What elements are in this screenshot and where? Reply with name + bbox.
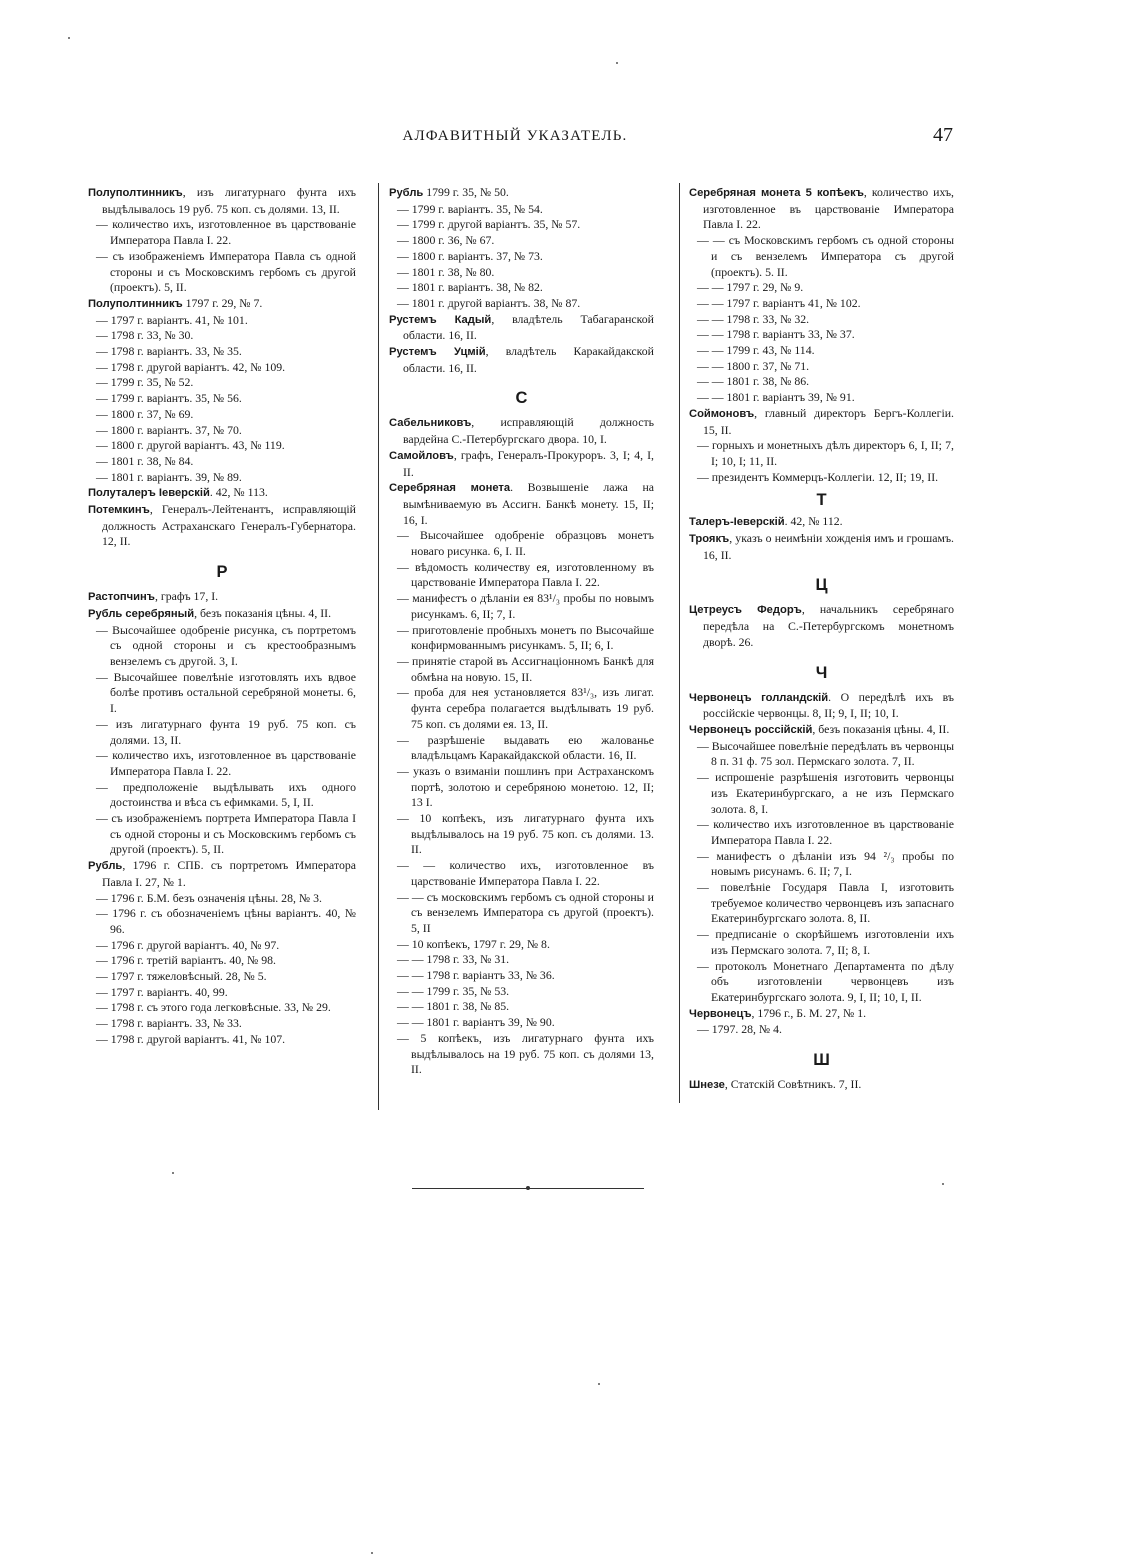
entry-text: — — 1797 г. 29, № 9. bbox=[697, 280, 804, 295]
entry-text: — 1801 г. 38, № 80. bbox=[397, 264, 495, 279]
index-subentry bbox=[389, 265, 654, 281]
index-subentry bbox=[88, 1016, 356, 1032]
entry-text: — Высочайшее повелѣніе изготовлять ихъ вдвое болѣе противъ остальной серебряной монеты. 6, I. bbox=[96, 669, 356, 716]
page-number: 47 bbox=[933, 124, 953, 146]
column-divider bbox=[378, 183, 379, 1110]
index-subentry bbox=[88, 313, 356, 329]
entry-text: . Возвышеніе лажа на вымѣниваемую въ Ассигн. Банкѣ монету. 15, II; 16, I. bbox=[403, 480, 654, 527]
entry-text: , 1796 г., Б. М. 27, № 1. bbox=[751, 1005, 867, 1020]
entry-text: 1799 г. 35, № 50. bbox=[423, 185, 509, 199]
entry-text: — количество ихъ изготовленное въ царствованіе Императора Павла I. 22. bbox=[697, 817, 954, 847]
entry-text: — 10 копѣекъ, 1797 г. 29, № 8. bbox=[397, 936, 550, 951]
index-subentry bbox=[88, 1032, 356, 1048]
entry-text: , Генералъ-Лейтенантъ, исправляющій должность Астраханскаго Генералъ-Губернатора. 12, II. bbox=[102, 502, 356, 549]
index-entry bbox=[88, 296, 356, 313]
entry-heading: Потемкинъ bbox=[88, 504, 150, 517]
index-subentry bbox=[689, 817, 954, 848]
entry-text: , исправляющій должность вардейна С.-Петербургскаго двора. 10, I. bbox=[403, 415, 654, 447]
entry-heading: Червонецъ россійскій bbox=[689, 723, 813, 736]
index-entry bbox=[689, 1077, 954, 1094]
entry-text: — 1798 г. варіантъ. 33, № 33. bbox=[96, 1016, 242, 1031]
entry-text: — горныхъ и монетныхъ дѣлъ директоръ 6, I, II; 7, I; 10, I; 11, II. bbox=[697, 438, 954, 468]
index-subentry bbox=[389, 968, 654, 984]
entry-heading: Шнезе bbox=[689, 1079, 725, 1092]
index-subentry bbox=[689, 438, 954, 469]
index-entry bbox=[389, 448, 654, 480]
index-entry bbox=[88, 858, 356, 890]
index-column-1 bbox=[88, 185, 356, 1048]
index-subentry bbox=[88, 953, 356, 969]
index-subentry bbox=[689, 343, 954, 359]
index-subentry bbox=[88, 969, 356, 985]
paper-speck bbox=[371, 1552, 373, 1554]
entry-text: — количество ихъ, изготовленное въ царствованіе Императора Павла I. 22. bbox=[96, 217, 356, 248]
index-subentry bbox=[88, 623, 356, 670]
index-subentry bbox=[88, 438, 356, 454]
index-entry bbox=[88, 589, 356, 606]
index-subentry bbox=[88, 780, 356, 811]
index-entry bbox=[689, 514, 954, 531]
index-subentry bbox=[389, 1031, 654, 1078]
entry-text: — 1800 г. другой варіантъ. 43, № 119. bbox=[96, 438, 285, 453]
index-subentry bbox=[88, 717, 356, 748]
index-subentry bbox=[689, 880, 954, 927]
paper-speck bbox=[172, 1172, 174, 1174]
index-subentry bbox=[689, 849, 954, 880]
entry-text: — 1796 г. третій варіантъ. 40, № 98. bbox=[96, 953, 276, 968]
index-subentry bbox=[88, 407, 356, 423]
entry-text: , Статскій Совѣтникъ. 7, II. bbox=[724, 1077, 862, 1092]
entry-text: — 1801 г. 38, № 84. bbox=[96, 453, 194, 468]
entry-text: — 1797 г. варіантъ. 41, № 101. bbox=[96, 312, 248, 327]
entry-text: , владѣтель Каракайдакской области. 16, II. bbox=[403, 344, 654, 375]
entry-text: — испрошеніе разрѣшенія изготовить червонцы изъ Екатеринбургскаго, а не изъ Пермскаго золота. 8, I. bbox=[697, 770, 954, 816]
index-entry bbox=[389, 344, 654, 376]
index-entry bbox=[389, 185, 654, 202]
entry-text: — 1799 г. другой варіантъ. 35, № 57. bbox=[397, 217, 581, 232]
entry-text: — 1799 г. варіантъ. 35, № 54. bbox=[397, 201, 543, 216]
index-subentry bbox=[389, 296, 654, 312]
index-subentry bbox=[88, 375, 356, 391]
entry-heading: Соймоновъ bbox=[689, 407, 755, 420]
entry-text: , графъ 17, I. bbox=[154, 589, 219, 604]
entry-heading: Рустемъ Уцмій bbox=[389, 346, 486, 359]
index-subentry bbox=[689, 1022, 954, 1038]
index-subentry bbox=[389, 591, 654, 622]
index-subentry bbox=[389, 999, 654, 1015]
entry-text: , графъ, Генералъ-Прокуроръ. 3, I; 4, I, II. bbox=[403, 447, 654, 479]
entry-heading: Талеръ-Іеверскій bbox=[689, 516, 785, 529]
index-subentry bbox=[88, 249, 356, 296]
entry-heading: Полуталеръ Іеверскій bbox=[88, 487, 210, 500]
index-subentry bbox=[88, 891, 356, 907]
entry-text: — изъ лигатурнаго фунта 19 руб. 75 коп. съ долями. 13, II. bbox=[96, 716, 356, 747]
entry-text: — — 1799 г. 43, № 114. bbox=[697, 343, 815, 358]
index-subentry bbox=[389, 858, 654, 889]
entry-text: — 1796 г. Б.М. безъ означенія цѣны. 28, № 3. bbox=[96, 890, 322, 905]
index-entry bbox=[689, 531, 954, 563]
index-subentry bbox=[689, 233, 954, 280]
index-subentry bbox=[389, 654, 654, 685]
section-letter-s: С bbox=[515, 389, 528, 408]
index-subentry bbox=[689, 390, 954, 406]
section-letter-ch: Ч bbox=[815, 663, 828, 682]
index-subentry bbox=[389, 280, 654, 296]
index-subentry bbox=[389, 952, 654, 968]
index-column-3 bbox=[689, 185, 954, 1094]
index-subentry bbox=[689, 327, 954, 343]
index-subentry bbox=[389, 560, 654, 591]
index-subentry bbox=[689, 770, 954, 817]
index-subentry bbox=[389, 733, 654, 764]
entry-text: — 1800 г. 37, № 69. bbox=[96, 406, 194, 421]
entry-heading: Рубль bbox=[88, 860, 123, 873]
index-subentry bbox=[88, 454, 356, 470]
entry-heading: Полуполтинникъ bbox=[88, 187, 183, 199]
entry-text: — 1796 г. другой варіантъ. 40, № 97. bbox=[96, 937, 280, 952]
entry-text: — — съ московскимъ гербомъ съ одной стороны и съ вензелемъ Императора съ другой (проектъ). 5, II bbox=[397, 889, 654, 935]
index-entry bbox=[88, 485, 356, 502]
entry-text: — 1801 г. варіантъ. 39, № 89. bbox=[96, 469, 242, 484]
index-entry bbox=[88, 502, 356, 550]
index-entry bbox=[689, 406, 954, 438]
entry-text: — 1800 г. варіантъ. 37, № 73. bbox=[397, 248, 543, 263]
entry-text: — — 1801 г. 38, № 85. bbox=[397, 999, 510, 1014]
entry-text: — указъ о взиманіи пошлинъ при Астраханскомъ портѣ, золотою и серебряною монетою. 12, II; 13 I. bbox=[397, 763, 654, 810]
entry-text: — — 1798 г. варіантъ 33, № 37. bbox=[697, 327, 855, 342]
index-subentry bbox=[88, 470, 356, 486]
entry-text: — съ изображеніемъ портрета Императора Павла I съ одной стороны и съ Московскимъ гербомъ съ другой (проектъ). 5, II. bbox=[96, 811, 356, 857]
entry-text: , безъ показанія цѣны. 4, II. bbox=[194, 605, 332, 620]
index-column-2 bbox=[389, 185, 654, 1078]
index-subentry bbox=[88, 423, 356, 439]
index-subentry bbox=[88, 1000, 356, 1016]
entry-heading: Рубль bbox=[389, 187, 424, 199]
section-letter-ts: Ц bbox=[815, 576, 828, 595]
entry-text: — манифестъ о дѣланіи ея 83¹/₃ пробы по новымъ рисункамъ. 6, II; 7, I. bbox=[397, 591, 654, 621]
entry-text: — предположеніе выдѣлывать ихъ одного достоинства и вѣса съ ефимками. 5, I, II. bbox=[96, 779, 356, 810]
entry-text: — 1799 г. варіантъ. 35, № 56. bbox=[96, 391, 242, 406]
entry-heading: Троякъ bbox=[689, 533, 730, 546]
entry-text: — предписаніе о скорѣйшемъ изготовленіи ихъ изъ Пермскаго золота. 7, II; 8, I. bbox=[697, 927, 954, 957]
index-subentry bbox=[389, 937, 654, 953]
entry-heading: Полуполтинникъ bbox=[88, 297, 183, 310]
entry-heading: Серебряная монета bbox=[389, 482, 511, 495]
index-subentry bbox=[689, 296, 954, 312]
index-subentry bbox=[88, 360, 356, 376]
entry-text: — — количество ихъ, изготовленное въ царствованіе Императора Павла I. 22. bbox=[397, 858, 654, 888]
entry-text: , изъ лигатурнаго фунта ихъ выдѣлывалось 19 руб. 75 коп. съ долями. 13, II. bbox=[102, 185, 356, 216]
paper-speck bbox=[68, 37, 70, 39]
entry-text: — Высочайшее одобреніе рисунка, съ портретомъ съ одной стороны и съ крестообразнымъ вензелемъ съ другой. 3, I. bbox=[96, 622, 356, 668]
entry-text: — протоколъ Монетнаго Департамента по дѣлу объ изготовленіи червонцевъ изъ Екатеринбургскаго золота. 9, I, II; 10, I, II. bbox=[697, 958, 954, 1004]
index-subentry bbox=[88, 938, 356, 954]
index-subentry bbox=[389, 1015, 654, 1031]
entry-text: — проба для нея установляется 83¹/₃, изъ лигат. фунта серебра полагается выдѣлывать 19 руб. 75 коп. съ долями ея. 13, II. bbox=[397, 685, 654, 731]
entry-text: — — 1798 г. 33, № 31. bbox=[397, 952, 510, 967]
section-letter-t: Т bbox=[816, 491, 827, 510]
entry-text: , указъ о неимѣніи хожденія имъ и грошамъ. 16, II. bbox=[703, 531, 954, 562]
entry-text: — — 1798 г. варіантъ 33, № 36. bbox=[397, 968, 555, 983]
entry-text: — Высочайшее повелѣніе передѣлать въ червонцы 8 п. 31 ф. 75 зол. Пермскаго золота. 7, II. bbox=[697, 738, 954, 769]
index-subentry bbox=[88, 811, 356, 858]
index-subentry bbox=[689, 739, 954, 770]
entry-text: — — 1797 г. варіантъ 41, № 102. bbox=[697, 295, 861, 310]
entry-text: , 1796 г. СПБ. съ портретомъ Императора Павла I. 27, № 1. bbox=[102, 858, 356, 889]
entry-text: , начальникъ серебрянаго передѣла на С.-Петербургскомъ монетномъ дворѣ. 26. bbox=[703, 602, 955, 649]
page-title: АЛФАВИТНЫЙ УКАЗАТЕЛЬ. bbox=[402, 128, 628, 144]
index-subentry bbox=[689, 280, 954, 296]
entry-text: — 10 копѣекъ, изъ лигатурнаго фунта ихъ выдѣлывалось на 19 руб. 75 коп. съ долями. 13. II. bbox=[397, 811, 654, 857]
entry-text: — — 1798 г. 33, № 32. bbox=[697, 311, 810, 326]
index-subentry bbox=[88, 748, 356, 779]
entry-text: — 1798 г. другой варіантъ. 42, № 109. bbox=[96, 359, 286, 374]
entry-text: — количество ихъ, изготовленное въ царствованіе Императора Павла I. 22. bbox=[96, 748, 356, 778]
entry-text: , безъ показанія цѣны. 4, II. bbox=[812, 721, 950, 736]
index-entry bbox=[389, 480, 654, 528]
index-subentry bbox=[88, 328, 356, 344]
index-subentry bbox=[88, 391, 356, 407]
index-entry bbox=[389, 415, 654, 447]
entry-text: — съ изображеніемъ Императора Павла съ одной стороны и съ Московскимъ гербомъ съ другой (проектъ). 5, II. bbox=[96, 248, 356, 295]
index-subentry bbox=[88, 985, 356, 1001]
paper-speck bbox=[616, 62, 618, 64]
index-entry bbox=[88, 185, 356, 217]
index-subentry bbox=[88, 906, 356, 937]
index-subentry bbox=[689, 959, 954, 1006]
index-subentry bbox=[88, 670, 356, 717]
entry-text: — приготовленіе пробныхъ монетъ по Высочайше конфирмованнымъ рисункамъ. 5, II; 6, I. bbox=[397, 622, 654, 653]
entry-text: — разрѣшеніе выдавать ею жалованье владѣльцамъ Каракайдакской области. 16, II. bbox=[397, 732, 654, 763]
entry-text: — вѣдомость количеству ея, изготовленному въ царствованіе Императора Павла I. 22. bbox=[397, 559, 654, 590]
entry-heading: Рустемъ Кадый bbox=[389, 313, 492, 326]
entry-text: — 1799 г. 35, № 52. bbox=[96, 375, 194, 390]
entry-text: . О передѣлѣ ихъ въ россійскіе червонцы. 8, II; 9, I, II; 10, I. bbox=[703, 689, 955, 721]
entry-heading: Растопчинъ bbox=[88, 591, 155, 604]
index-subentry bbox=[389, 233, 654, 249]
entry-text: — манифестъ о дѣланіи изъ 94 ²/₃ пробы по новымъ рисунамъ. 6. II; 7, I. bbox=[697, 848, 954, 879]
entry-text: — — 1801 г. варіантъ 39, № 90. bbox=[397, 1015, 555, 1030]
entry-text: — 1800 г. 36, № 67. bbox=[397, 233, 495, 248]
index-subentry bbox=[389, 984, 654, 1000]
entry-heading: Сабельниковъ bbox=[389, 417, 472, 430]
index-entry bbox=[689, 1006, 954, 1023]
entry-text: — повелѣніе Государя Павла I, изготовить требуемое количество червонцевъ изъ запаснаго Екатеринбургскаго золота. 8, II. bbox=[697, 880, 954, 926]
entry-text: . 42, № 112. bbox=[784, 514, 843, 529]
entry-text: — 1798 г. другой варіантъ. 41, № 107. bbox=[96, 1031, 286, 1046]
index-subentry bbox=[389, 811, 654, 858]
index-subentry bbox=[689, 927, 954, 958]
entry-text: — — 1800 г. 37, № 71. bbox=[697, 358, 810, 373]
index-subentry bbox=[689, 312, 954, 328]
index-entry bbox=[689, 722, 954, 739]
entry-text: — принятіе старой въ Ассигнаціонномъ Банкѣ для обмѣна на новую. 15, II. bbox=[397, 653, 654, 684]
index-entry bbox=[389, 312, 654, 344]
index-subentry bbox=[389, 764, 654, 811]
entry-text: — 1797 г. тяжеловѣсный. 28, № 5. bbox=[96, 969, 267, 984]
section-letter-r: Р bbox=[216, 563, 228, 582]
entry-text: — президентъ Коммерцъ-Коллегіи. 12, II; 19, II. bbox=[697, 469, 939, 484]
entry-heading: Серебряная монета 5 копѣекъ bbox=[689, 187, 864, 199]
entry-text: — 1797. 28, № 4. bbox=[697, 1022, 782, 1037]
entry-heading: Червонецъ голландскій bbox=[689, 691, 829, 704]
section-letter-sh: Ш bbox=[813, 1051, 830, 1070]
entry-text: — — 1801 г. варіантъ 39, № 91. bbox=[697, 390, 855, 405]
entry-text: — — 1799 г. 35, № 53. bbox=[397, 983, 510, 998]
end-ornament-dot bbox=[526, 1186, 530, 1190]
entry-text: — — 1801 г. 38, № 86. bbox=[697, 374, 810, 389]
index-subentry bbox=[88, 217, 356, 248]
entry-text: — 1798 г. варіантъ. 33, № 35. bbox=[96, 344, 242, 359]
index-subentry bbox=[389, 202, 654, 218]
index-entry bbox=[88, 606, 356, 623]
entry-heading: Червонецъ bbox=[689, 1007, 752, 1020]
index-entry bbox=[689, 690, 954, 722]
entry-text: — 1798 г. съ этого года легковѣсные. 33, № 29. bbox=[96, 1000, 331, 1015]
column-divider bbox=[679, 183, 680, 1103]
entry-text: — 1801 г. другой варіантъ. 38, № 87. bbox=[397, 295, 581, 310]
entry-text: , главный директоръ Бергъ-Коллегіи. 15, II. bbox=[703, 405, 954, 437]
entry-text: 1797 г. 29, № 7. bbox=[182, 295, 263, 310]
index-entry bbox=[689, 185, 954, 233]
entry-text: — 1800 г. варіантъ. 37, № 70. bbox=[96, 422, 242, 437]
index-entry bbox=[689, 602, 954, 650]
entry-text: — 1796 г. съ обозначеніемъ цѣны варіантъ. 40, № 96. bbox=[96, 906, 356, 936]
entry-text: — 1797 г. варіантъ. 40, 99. bbox=[96, 984, 228, 999]
entry-text: — 1798 г. 33, № 30. bbox=[96, 328, 194, 343]
index-subentry bbox=[689, 470, 954, 486]
index-subentry bbox=[389, 249, 654, 265]
index-subentry bbox=[88, 344, 356, 360]
index-subentry bbox=[389, 528, 654, 559]
entry-text: , количество ихъ, изготовленное въ царствованіе Императора Павла I. 22. bbox=[703, 185, 954, 232]
index-subentry bbox=[689, 359, 954, 375]
entry-text: — 5 копѣекъ, изъ лигатурнаго фунта ихъ выдѣлывалось на 19 руб. 75 коп. съ долями 13, II. bbox=[397, 1030, 654, 1077]
index-subentry bbox=[389, 685, 654, 732]
index-subentry bbox=[389, 217, 654, 233]
index-subentry bbox=[689, 374, 954, 390]
index-subentry bbox=[389, 890, 654, 937]
index-subentry bbox=[389, 623, 654, 654]
entry-heading: Рубль серебряный bbox=[88, 607, 195, 620]
entry-text: — 1801 г. варіантъ. 38, № 82. bbox=[397, 280, 543, 295]
entry-text: — Высочайшее одобреніе образцовъ монетъ новаго рисунка. 6, I. II. bbox=[397, 528, 654, 559]
paper-speck bbox=[598, 1383, 600, 1385]
entry-text: — — съ Московскимъ гербомъ съ одной стороны и съ вензелемъ Императора съ другой (проектъ). 5. II. bbox=[697, 233, 954, 279]
paper-speck bbox=[942, 1183, 944, 1185]
entry-heading: Цетреусъ Федоръ bbox=[689, 604, 802, 617]
entry-heading: Самойловъ bbox=[389, 449, 454, 462]
entry-text: , владѣтель Табагаранской области. 16, II. bbox=[403, 311, 654, 343]
entry-text: . 42, № 113. bbox=[209, 485, 268, 500]
